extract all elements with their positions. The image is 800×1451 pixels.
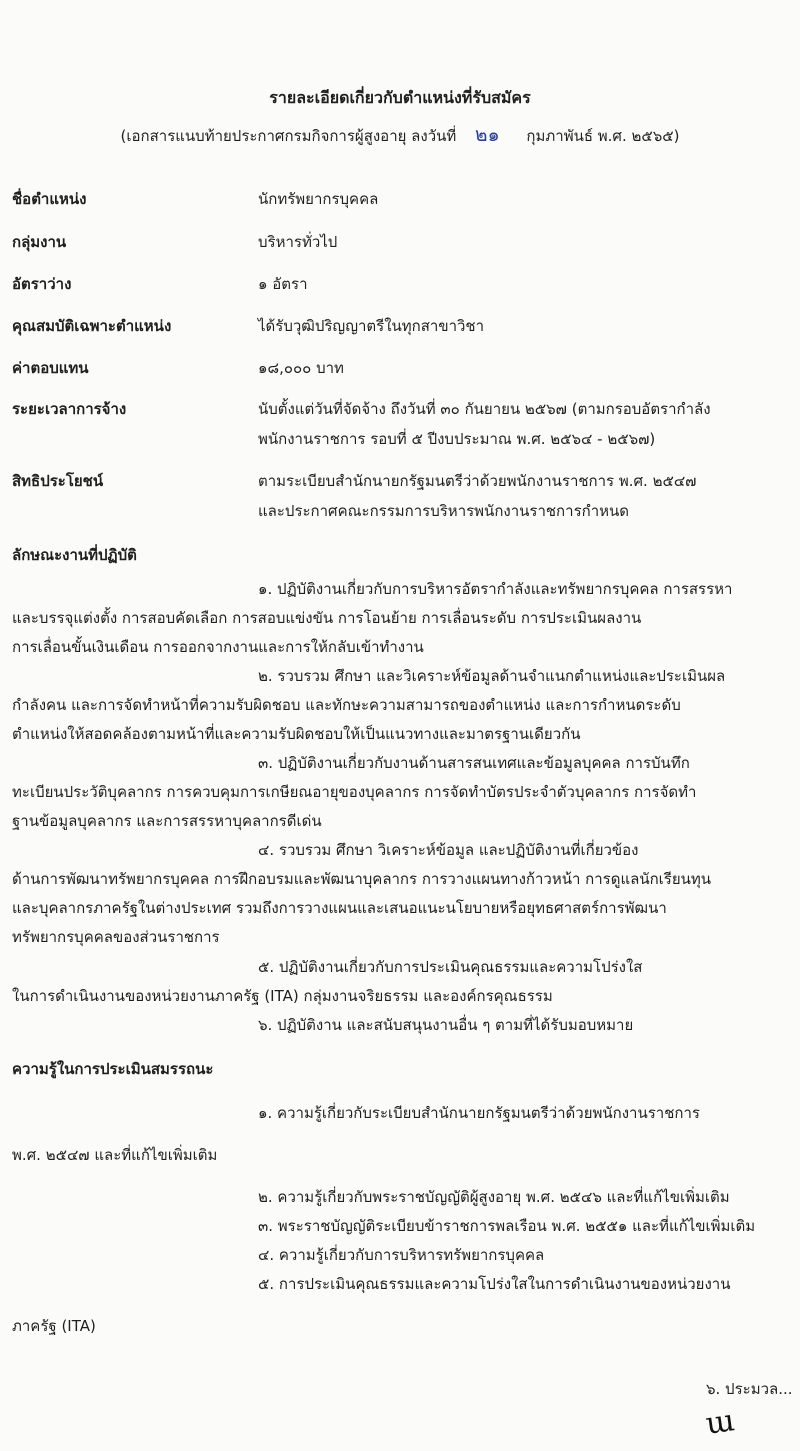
knowledge-heading: ความรู้ในการประเมินสมรรถนะ <box>12 1060 214 1078</box>
duty-item-line: กำลังคน และการจัดทำหน้าที่ความรับผิดชอบ และทักษะความสามารถของตำแหน่ง และการกำหนดระดับ <box>12 696 681 714</box>
knowledge-item-line: ภาครัฐ (ITA) <box>12 1317 96 1335</box>
field-value-benefits-cont: และประกาศคณะกรรมการบริหารพนักงานราชการกำหนด <box>258 502 630 520</box>
duty-item-line: ในการดำเนินงานของหน่วยงานภาครัฐ (ITA) กลุ่มงานจริยธรรม และองค์กรคุณธรรม <box>12 987 553 1005</box>
next-page-note: ๖. ประมวล... <box>706 1380 793 1398</box>
duty-item-line: ด้านการพัฒนาทรัพยากรบุคคล การฝึกอบรมและพัฒนาบุคลากร การวางแผนทางก้าวหน้า การดูแลนักเรียนทุน <box>12 870 712 888</box>
duty-item: ๔. รวบรวม ศึกษา วิเคราะห์ข้อมูล และปฏิบัติงานที่เกี่ยวข้อง <box>258 841 639 859</box>
field-label-benefits: สิทธิประโยชน์ <box>12 472 104 490</box>
duty-item: ๕. ปฏิบัติงานเกี่ยวกับการประเมินคุณธรรมและความโปร่งใส <box>258 958 643 976</box>
subtitle-prefix: (เอกสารแนบท้ายประกาศกรมกิจการผู้สูงอายุ ลงวันที่ <box>120 127 457 145</box>
duty-item-line: และบุคลากรภาครัฐในต่างประเทศ รวมถึงการวางแผนและเสนอแนะนโยบายหรือยุทธศาสตร์การพัฒนา <box>12 899 667 917</box>
field-value-benefits: ตามระเบียบสำนักนายกรัฐมนตรีว่าด้วยพนักงานราชการ พ.ศ. ๒๕๔๗ <box>258 472 697 490</box>
duty-item: ๑. ปฏิบัติงานเกี่ยวกับการบริหารอัตรากำลังและทรัพยากรบุคคล การสรรหา <box>258 580 733 598</box>
duty-item-line: การเลื่อนขั้นเงินเดือน การออกจากงานและการให้กลับเข้าทำงาน <box>12 638 424 656</box>
duty-item-line: ฐานข้อมูลบุคลากร และการสรรหาบุคลากรดีเด่น <box>12 812 322 830</box>
field-value-group: บริหารทั่วไป <box>258 233 338 251</box>
knowledge-item: ๒. ความรู้เกี่ยวกับพระราชบัญญัติผู้สูงอายุ พ.ศ. ๒๕๔๖ และที่แก้ไขเพิ่มเติม <box>258 1188 730 1206</box>
field-value-position: นักทรัพยากรบุคคล <box>258 190 379 208</box>
duty-item: ๓. ปฏิบัติงานเกี่ยวกับงานด้านสารสนเทศและข้อมูลบุคคล การบันทึก <box>258 754 690 772</box>
knowledge-item: ๑. ความรู้เกี่ยวกับระเบียบสำนักนายกรัฐมนตรีว่าด้วยพนักงานราชการ <box>258 1104 700 1122</box>
duties-heading: ลักษณะงานที่ปฏิบัติ <box>12 546 137 564</box>
duty-item-line: และบรรจุแต่งตั้ง การสอบคัดเลือก การสอบแข่งขัน การโอนย้าย การเลื่อนระดับ การประเมินผลงาน <box>12 609 642 627</box>
subtitle-suffix: กุมภาพันธ์ พ.ศ. ๒๕๖๕) <box>526 127 680 145</box>
duty-item: ๒. รวบรวม ศึกษา และวิเคราะห์ข้อมูลด้านจำแนกตำแหน่งและประเมินผล <box>258 667 726 685</box>
duty-item-line: ตำแหน่งให้สอดคล้องตามหน้าที่และความรับผิดชอบให้เป็นแนวทางและมาตรฐานเดียวกัน <box>12 725 581 743</box>
field-label-qualification: คุณสมบัติเฉพาะตำแหน่ง <box>12 317 172 335</box>
field-value-duration-cont: พนักงานราชการ รอบที่ ๕ ปีงบประมาณ พ.ศ. ๒๕๖๔ - ๒๕๖๗) <box>258 430 656 448</box>
knowledge-item: ๓. พระราชบัญญัติระเบียบข้าราชการพลเรือน พ.ศ. ๒๕๕๑ และที่แก้ไขเพิ่มเติม <box>258 1217 756 1235</box>
field-label-vacancy: อัตราว่าง <box>12 275 72 293</box>
document-subtitle <box>0 120 800 150</box>
field-label-duration: ระยะเวลาการจ้าง <box>12 400 127 418</box>
field-label-group: กลุ่มงาน <box>12 233 67 251</box>
signature-mark: ɯ <box>703 1403 737 1442</box>
field-label-position: ชื่อตำแหน่ง <box>12 190 87 208</box>
knowledge-item: ๕. การประเมินคุณธรรมและความโปร่งใสในการดำเนินงานของหน่วยงาน <box>258 1275 731 1293</box>
duty-item: ๖. ปฏิบัติงาน และสนับสนุนงานอื่น ๆ ตามที่ได้รับมอบหมาย <box>258 1016 634 1034</box>
duty-item-line: ทะเบียนประวัติบุคลากร การควบคุมการเกษียณอายุของบุคลากร การจัดทำบัตรประจำตัวบุคลากร การจัดทำ <box>12 783 697 801</box>
duty-item-line: ทรัพยากรบุคคลของส่วนราชการ <box>12 928 220 946</box>
field-label-compensation: ค่าตอบแทน <box>12 359 89 377</box>
field-value-compensation: ๑๘,๐๐๐ บาท <box>258 359 344 377</box>
document-title: รายละเอียดเกี่ยวกับตำแหน่งที่รับสมัคร <box>269 88 531 107</box>
knowledge-item: ๔. ความรู้เกี่ยวกับการบริหารทรัพยากรบุคคล <box>258 1246 545 1264</box>
field-value-vacancy: ๑ อัตรา <box>258 275 308 293</box>
handwritten-day: ๒๑ <box>475 124 500 146</box>
knowledge-item-line: พ.ศ. ๒๕๔๗ และที่แก้ไขเพิ่มเติม <box>12 1146 218 1164</box>
field-value-qualification: ได้รับวุฒิปริญญาตรีในทุกสาขาวิชา <box>258 317 485 335</box>
field-value-duration: นับตั้งแต่วันที่จัดจ้าง ถึงวันที่ ๓๐ กันยายน ๒๕๖๗ (ตามกรอบอัตรากำลัง <box>258 400 711 418</box>
